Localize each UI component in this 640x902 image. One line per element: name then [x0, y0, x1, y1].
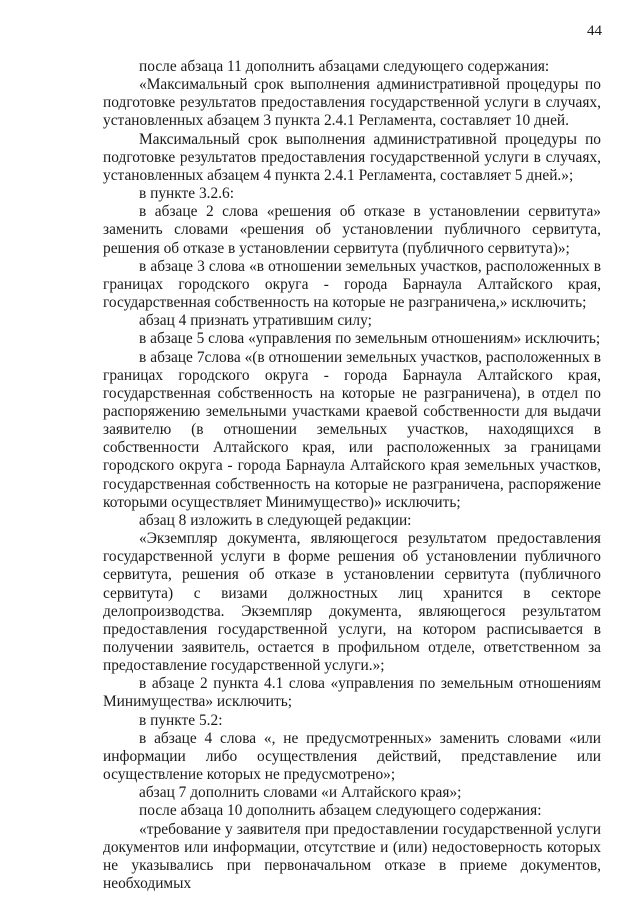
paragraph: в абзаце 5 слова «управления по земельным отношениям» исключить;: [139, 330, 601, 348]
paragraph: в пункте 5.2:: [139, 711, 223, 729]
paragraph: в абзаце 7слова «(в отношении земельных участков, расположенных в границах городского округа - города Барнаула Алтайского края, государственная собственность на которые не разграничена), в отдел по распоряжению земельными участками краевой собственности для выдачи заявителю (в отношении земельных участков, находящихся в собственности Алтайского края, или расположенных за границами городского округа - города Барнаула Алтайского края земельных участков, государственная собственность на которые не разграничена, распоряжение которыми осуществляет Минимущество)» исключить;: [103, 348, 601, 511]
paragraph: Максимальный срок выполнения административной процедуры по подготовке результатов предоставления государственной услуги в случаях, установленных абзацем 4 пункта 2.4.1 Регламента, составляет 5 дней.»;: [103, 130, 601, 184]
paragraph: «Экземпляр документа, являющегося результатом предоставления государственной услуги в форме решения об установлении публичного сервитута, решения об отказе в установлении сервитута (публичного сервитута) с визами должностных лиц хранится в секторе делопроизводства. Экземпляр документа, являющегося результатом предоставления государственной услуги, на котором расписывается в получении заявитель, остается в профильном отделе, ответственном за предоставление государственной услуги.»;: [103, 530, 601, 675]
paragraph: «требование у заявителя при предоставлении государственной услуги документов или информации, отсутствие и (или) недостоверность которых не указывались при первоначальном отказе в приеме документов, необходимых: [103, 820, 601, 893]
paragraph: после абзаца 10 дополнить абзацем следующего содержания:: [139, 802, 542, 820]
paragraph: после абзаца 11 дополнить абзацами следующего содержания:: [139, 58, 550, 75]
paragraph: в абзаце 2 слова «решения об отказе в установлении сервитута» заменить словами «решения об установлении публичного сервитута, решения об отказе в установлении сервитута (публичного сервитута)»;: [103, 203, 601, 257]
paragraph: в абзаце 3 слова «в отношении земельных участков, расположенных в границах городского округа - города Барнаула Алтайского края, государственная собственность на которые не разграничена,» исключить;: [103, 257, 601, 312]
paragraph: абзац 8 изложить в следующей редакции:: [139, 511, 412, 529]
paragraph: в пункте 3.2.6:: [139, 185, 235, 203]
document-body: [103, 58, 601, 893]
paragraph: «Максимальный срок выполнения административной процедуры по подготовке результатов предоставления государственной услуги в случаях, установленных абзацем 3 пункта 2.4.1 Регламента, составляет 10 дней.: [103, 76, 601, 130]
paragraph: в абзаце 2 пункта 4.1 слова «управления по земельным отношениям Минимущества» исключить;: [103, 675, 601, 711]
paragraph: в абзаце 4 слова «, не предусмотренных» заменить словами «или информации либо осуществления действий, представление или осуществление которых не предусмотрено»;: [103, 729, 601, 784]
paragraph: абзац 7 дополнить словами «и Алтайского края»;: [139, 784, 462, 802]
page-number: 44: [587, 23, 602, 39]
paragraph: абзац 4 признать утратившим силу;: [139, 312, 372, 330]
